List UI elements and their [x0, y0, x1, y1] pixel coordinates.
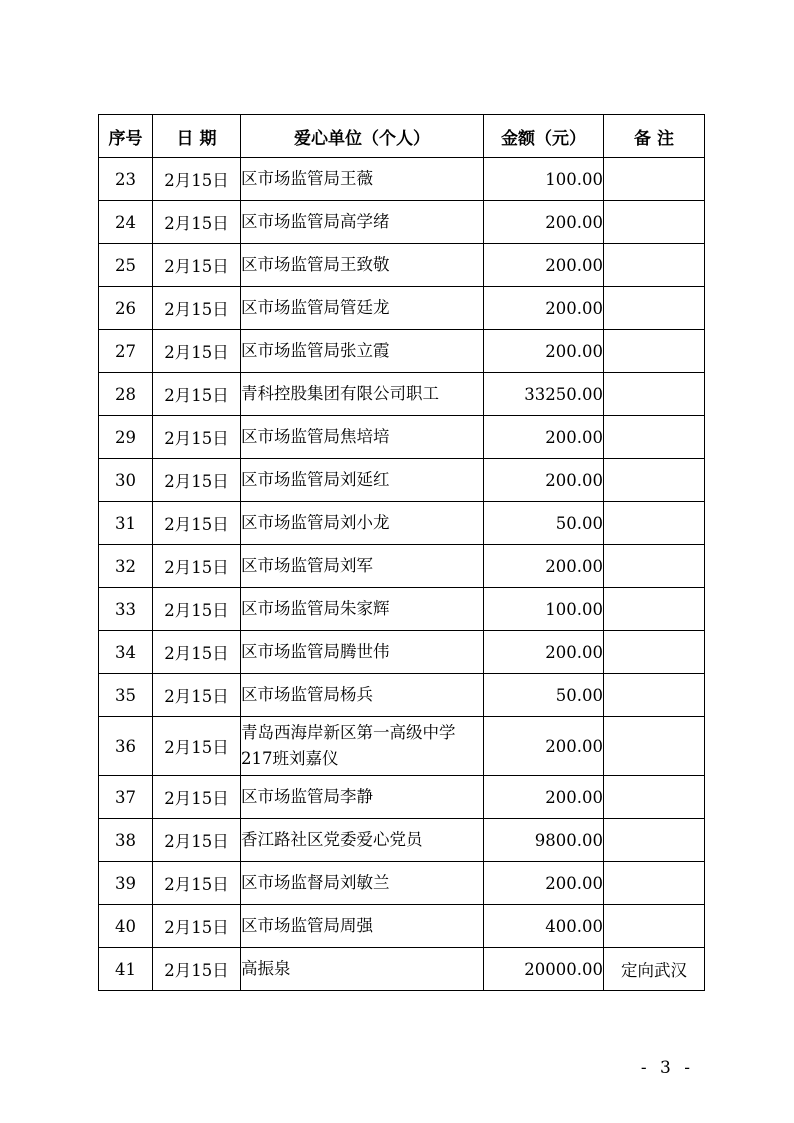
table-row — [99, 905, 705, 948]
cell-donor: 区市场监管局周强 — [241, 905, 484, 948]
cell-amount: 200.00 — [484, 717, 604, 776]
cell-note — [604, 416, 705, 459]
table-row — [99, 502, 705, 545]
cell-serial-number: 29 — [99, 416, 153, 459]
cell-donor: 区市场监管局管廷龙 — [241, 287, 484, 330]
header-note: 备 注 — [604, 115, 705, 158]
cell-note — [604, 287, 705, 330]
cell-serial-number: 31 — [99, 502, 153, 545]
cell-note: 定向武汉 — [604, 948, 705, 991]
cell-date: 2月15日 — [153, 416, 241, 459]
cell-amount: 200.00 — [484, 862, 604, 905]
table-row — [99, 373, 705, 416]
cell-serial-number: 36 — [99, 717, 153, 776]
table-row — [99, 819, 705, 862]
cell-serial-number: 40 — [99, 905, 153, 948]
table-row — [99, 244, 705, 287]
cell-donor: 青岛西海岸新区第一高级中学217班刘嘉仪 — [241, 717, 484, 776]
cell-note — [604, 588, 705, 631]
cell-donor: 区市场监管局王致敬 — [241, 244, 484, 287]
cell-serial-number: 25 — [99, 244, 153, 287]
cell-note — [604, 158, 705, 201]
cell-date: 2月15日 — [153, 819, 241, 862]
table-row — [99, 776, 705, 819]
cell-serial-number: 32 — [99, 545, 153, 588]
cell-serial-number: 35 — [99, 674, 153, 717]
donation-table — [98, 114, 705, 991]
cell-serial-number: 26 — [99, 287, 153, 330]
cell-donor: 区市场监管局刘延红 — [241, 459, 484, 502]
cell-date: 2月15日 — [153, 244, 241, 287]
cell-note — [604, 819, 705, 862]
cell-donor: 区市场监管局张立霞 — [241, 330, 484, 373]
cell-amount: 200.00 — [484, 201, 604, 244]
cell-note — [604, 459, 705, 502]
cell-amount: 400.00 — [484, 905, 604, 948]
cell-note — [604, 373, 705, 416]
cell-date: 2月15日 — [153, 287, 241, 330]
table-row — [99, 588, 705, 631]
cell-note — [604, 545, 705, 588]
header-donor: 爱心单位（个人） — [241, 115, 484, 158]
cell-date: 2月15日 — [153, 862, 241, 905]
cell-date: 2月15日 — [153, 158, 241, 201]
cell-date: 2月15日 — [153, 330, 241, 373]
cell-donor: 区市场监管局高学绪 — [241, 201, 484, 244]
cell-amount: 200.00 — [484, 776, 604, 819]
cell-serial-number: 33 — [99, 588, 153, 631]
cell-date: 2月15日 — [153, 459, 241, 502]
header-serial-number: 序号 — [99, 115, 153, 158]
cell-amount: 9800.00 — [484, 819, 604, 862]
cell-date: 2月15日 — [153, 502, 241, 545]
cell-donor: 区市场监督局刘敏兰 — [241, 862, 484, 905]
cell-amount: 200.00 — [484, 244, 604, 287]
table-body — [99, 158, 705, 991]
cell-note — [604, 776, 705, 819]
cell-amount: 200.00 — [484, 631, 604, 674]
table-row — [99, 416, 705, 459]
cell-date: 2月15日 — [153, 588, 241, 631]
cell-amount: 50.00 — [484, 674, 604, 717]
cell-donor: 区市场监管局杨兵 — [241, 674, 484, 717]
cell-date: 2月15日 — [153, 776, 241, 819]
cell-date: 2月15日 — [153, 948, 241, 991]
cell-donor: 区市场监管局王薇 — [241, 158, 484, 201]
cell-date: 2月15日 — [153, 631, 241, 674]
cell-serial-number: 38 — [99, 819, 153, 862]
cell-note — [604, 717, 705, 776]
cell-amount: 200.00 — [484, 416, 604, 459]
cell-amount: 33250.00 — [484, 373, 604, 416]
cell-serial-number: 37 — [99, 776, 153, 819]
cell-serial-number: 23 — [99, 158, 153, 201]
cell-donor: 区市场监管局朱家辉 — [241, 588, 484, 631]
cell-donor: 高振泉 — [241, 948, 484, 991]
cell-serial-number: 41 — [99, 948, 153, 991]
cell-donor: 区市场监管局焦培培 — [241, 416, 484, 459]
cell-donor: 区市场监管局腾世伟 — [241, 631, 484, 674]
cell-serial-number: 24 — [99, 201, 153, 244]
table-header-row — [99, 115, 705, 158]
header-amount: 金额（元） — [484, 115, 604, 158]
cell-amount: 200.00 — [484, 545, 604, 588]
cell-date: 2月15日 — [153, 905, 241, 948]
cell-donor: 区市场监管局刘小龙 — [241, 502, 484, 545]
cell-amount: 50.00 — [484, 502, 604, 545]
cell-serial-number: 30 — [99, 459, 153, 502]
cell-date: 2月15日 — [153, 201, 241, 244]
cell-amount: 20000.00 — [484, 948, 604, 991]
cell-serial-number: 34 — [99, 631, 153, 674]
cell-date: 2月15日 — [153, 674, 241, 717]
cell-note — [604, 631, 705, 674]
table-row — [99, 287, 705, 330]
cell-note — [604, 244, 705, 287]
cell-note — [604, 905, 705, 948]
cell-serial-number: 27 — [99, 330, 153, 373]
header-date: 日 期 — [153, 115, 241, 158]
cell-donor: 香江路社区党委爱心党员 — [241, 819, 484, 862]
cell-donor: 青科控股集团有限公司职工 — [241, 373, 484, 416]
cell-date: 2月15日 — [153, 373, 241, 416]
cell-date: 2月15日 — [153, 717, 241, 776]
cell-amount: 200.00 — [484, 330, 604, 373]
table-row — [99, 862, 705, 905]
cell-donor: 区市场监管局刘军 — [241, 545, 484, 588]
cell-note — [604, 674, 705, 717]
cell-amount: 200.00 — [484, 459, 604, 502]
cell-donor: 区市场监管局李静 — [241, 776, 484, 819]
cell-note — [604, 201, 705, 244]
table-row — [99, 459, 705, 502]
cell-note — [604, 330, 705, 373]
page-number: - 3 - — [640, 1058, 694, 1078]
cell-amount: 100.00 — [484, 158, 604, 201]
table-row — [99, 158, 705, 201]
table-row — [99, 717, 705, 776]
cell-serial-number: 39 — [99, 862, 153, 905]
table-row — [99, 330, 705, 373]
cell-amount: 200.00 — [484, 287, 604, 330]
cell-note — [604, 502, 705, 545]
cell-amount: 100.00 — [484, 588, 604, 631]
table-row — [99, 545, 705, 588]
table-row — [99, 948, 705, 991]
cell-serial-number: 28 — [99, 373, 153, 416]
cell-note — [604, 862, 705, 905]
table-row — [99, 674, 705, 717]
cell-date: 2月15日 — [153, 545, 241, 588]
table-row — [99, 631, 705, 674]
table-row — [99, 201, 705, 244]
